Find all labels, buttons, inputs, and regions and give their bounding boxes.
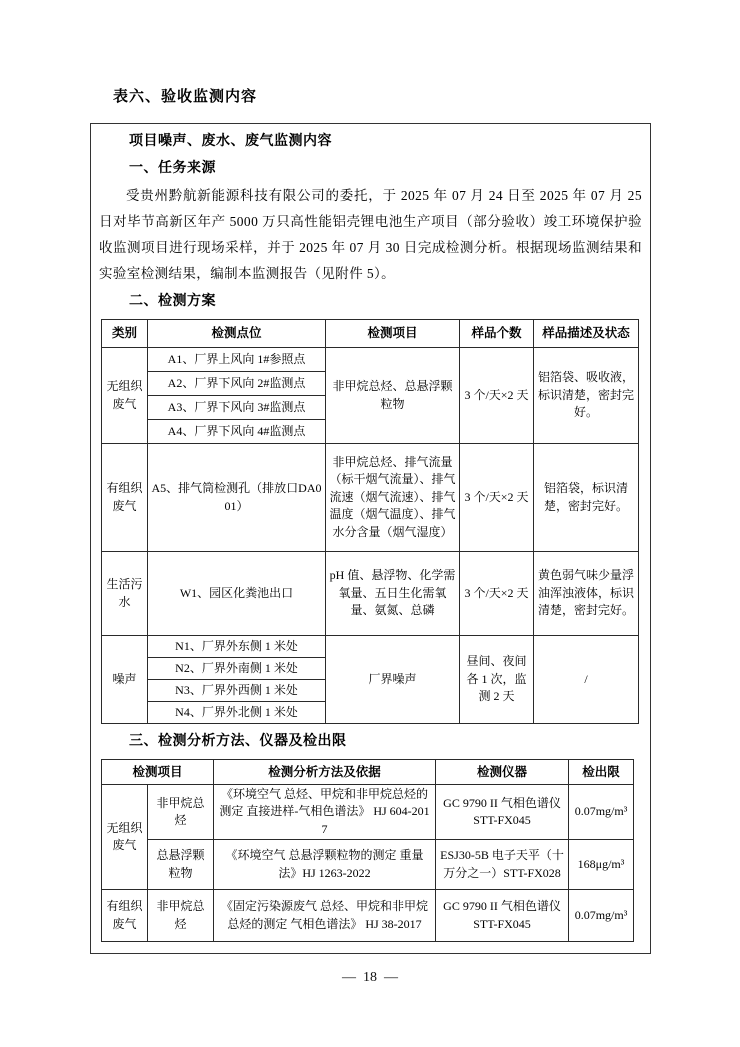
plan-cell-description: / (534, 636, 639, 724)
box-title: 项目噪声、废水、废气监测内容 (129, 134, 332, 149)
task-source-paragraph: 受贵州黔航新能源科技有限公司的委托，于 2025 年 07 月 24 日至 2025 年 07 月 25 日对毕节高新区年产 5000 万只高性能铝壳锂电池生产项目（部分验收）竣工环境保护验收监测项目进行现场采样，并于 2025 年 07 月 30 日完成检测分析。根据现场监测结果和实验室检测结果，编制本监测报告（见附件 5）。 (99, 188, 642, 281)
plan-cell-point: A2、厂界下风向 2#监测点 (148, 372, 326, 396)
plan-header-description: 样品描述及状态 (534, 320, 639, 348)
method-table (101, 759, 634, 942)
plan-header-points: 检测点位 (148, 320, 326, 348)
plan-cell-point: N2、厂界外南侧 1 米处 (148, 658, 326, 680)
plan-cell-category: 生活污水 (102, 552, 148, 636)
plan-cell-point: W1、园区化粪池出口 (148, 552, 326, 636)
method-cell-limit: 0.07mg/m³ (569, 785, 634, 840)
method-cell-instrument: GC 9790 II 气相色谱仪 STT-FX045 (436, 785, 569, 840)
method-cell-item: 非甲烷总烃 (148, 785, 214, 840)
method-cell-category: 有组织废气 (102, 890, 148, 942)
method-cell-item: 总悬浮颗粒物 (148, 840, 214, 890)
method-cell-instrument: ESJ30-5B 电子天平（十万分之一）STT-FX028 (436, 840, 569, 890)
plan-cell-point: A4、厂界下风向 4#监测点 (148, 420, 326, 444)
method-cell-limit: 168μg/m³ (569, 840, 634, 890)
plan-table-header-row (102, 320, 639, 348)
method-header-limit: 检出限 (569, 760, 634, 785)
method-header-instrument: 检测仪器 (436, 760, 569, 785)
content-box (90, 123, 651, 954)
plan-header-items: 检测项目 (326, 320, 460, 348)
page-title: 表六、验收监测内容 (113, 89, 258, 105)
plan-header-category: 类别 (102, 320, 148, 348)
plan-cell-point: N1、厂界外东侧 1 米处 (148, 636, 326, 658)
method-header-method: 检测分析方法及依据 (214, 760, 436, 785)
plan-cell-sample-count: 3 个/天×2 天 (460, 348, 534, 444)
method-cell-instrument: GC 9790 II 气相色谱仪 STT-FX045 (436, 890, 569, 942)
section-heading-task-source: 一、任务来源 (129, 161, 216, 176)
plan-cell-items: 非甲烷总烃、总悬浮颗粒物 (326, 348, 460, 444)
table-row (102, 840, 634, 890)
method-cell-method: 《环境空气 总悬浮颗粒物的测定 重量法》HJ 1263-2022 (214, 840, 436, 890)
plan-cell-point: A3、厂界下风向 3#监测点 (148, 396, 326, 420)
plan-cell-items: 厂界噪声 (326, 636, 460, 724)
method-header-item: 检测项目 (102, 760, 214, 785)
plan-cell-category: 无组织废气 (102, 348, 148, 444)
table-row (102, 348, 639, 372)
table-row (102, 636, 639, 658)
table-row (102, 552, 639, 636)
section-heading-methods: 三、检测分析方法、仪器及检出限 (129, 734, 347, 749)
table-row (102, 890, 634, 942)
plan-cell-point: A1、厂界上风向 1#参照点 (148, 348, 326, 372)
method-cell-item: 非甲烷总烃 (148, 890, 214, 942)
method-cell-method: 《固定污染源废气 总烃、甲烷和非甲烷总烃的测定 气相色谱法》 HJ 38-2017 (214, 890, 436, 942)
plan-cell-sample-count: 3 个/天×2 天 (460, 552, 534, 636)
plan-cell-sample-count: 3 个/天×2 天 (460, 444, 534, 552)
section-heading-plan: 二、检测方案 (129, 294, 216, 309)
plan-cell-point: N4、厂界外北侧 1 米处 (148, 702, 326, 724)
plan-header-sample-count: 样品个数 (460, 320, 534, 348)
method-cell-limit: 0.07mg/m³ (569, 890, 634, 942)
method-cell-method: 《环境空气 总烃、甲烷和非甲烷总烃的测定 直接进样-气相色谱法》 HJ 604-2017 (214, 785, 436, 840)
table-row (102, 444, 639, 552)
plan-cell-items: 非甲烷总烃、排气流量（标干烟气流量）、排气流速（烟气流速）、排气温度（烟气温度）、排气水分含量（烟气湿度） (326, 444, 460, 552)
plan-cell-description: 铝箔袋，标识清楚，密封完好。 (534, 444, 639, 552)
page-number: — 18 — (342, 970, 398, 986)
monitoring-plan-table (101, 319, 639, 724)
plan-cell-category: 噪声 (102, 636, 148, 724)
plan-cell-point: N3、厂界外西侧 1 米处 (148, 680, 326, 702)
plan-cell-description: 黄色弱气味少量浮油浑浊液体，标识清楚，密封完好。 (534, 552, 639, 636)
table-row (102, 785, 634, 840)
plan-cell-description: 铝箔袋、吸收液，标识清楚，密封完好。 (534, 348, 639, 444)
plan-cell-point: A5、排气筒检测孔（排放口DA001） (148, 444, 326, 552)
plan-cell-sample-count: 昼间、夜间各 1 次，监测 2 天 (460, 636, 534, 724)
method-table-header-row (102, 760, 634, 785)
plan-cell-category: 有组织废气 (102, 444, 148, 552)
method-cell-category: 无组织废气 (102, 785, 148, 890)
plan-cell-items: pH 值、悬浮物、化学需氧量、五日生化需氧量、氨氮、总磷 (326, 552, 460, 636)
